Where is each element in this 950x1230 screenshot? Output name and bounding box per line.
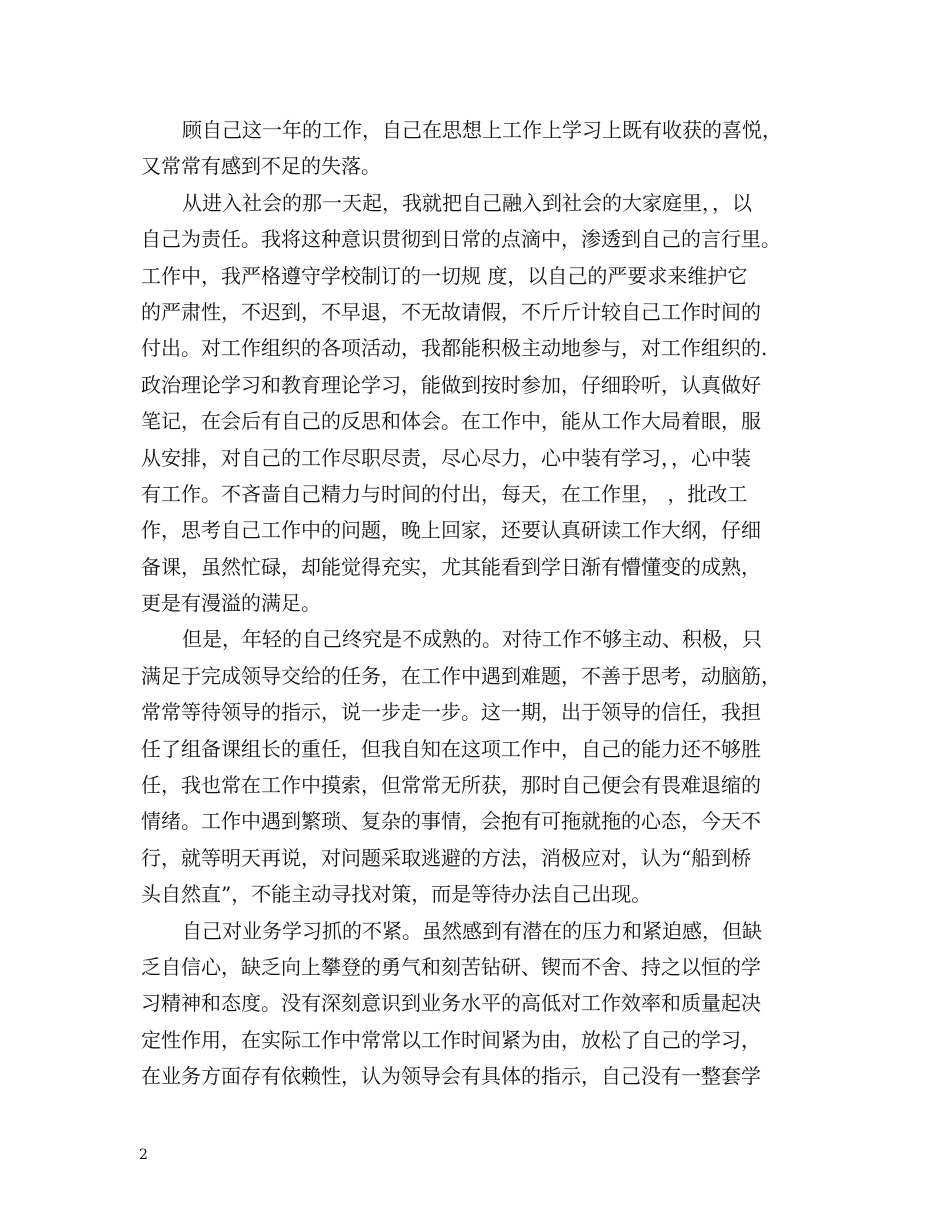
text-line: 备课，虽然忙碌，却能觉得充实，尤其能看到学日渐有懵懂变的成熟， [141,554,761,579]
text-line: 但是，年轻的自己终究是不成熟的。对待工作不够主动、积极，只 [182,627,762,652]
text-line: 自己对业务学习抓的不紧。虽然感到有潜在的压力和紧迫感，但缺 [182,918,762,943]
text-line: 顾自己这一年的工作，自己在思想上工作上学习上既有收获的喜悦， [182,118,782,142]
text-line: 习精神和态度。没有深刻意识到业务水平的高低对工作效率和质量起决 [141,991,761,1016]
text-line: 乏自信心，缺乏向上攀登的勇气和刻苦钻研、锲而不舍、持之以恒的学 [141,954,761,979]
text-line: 情绪。工作中遇到繁琐、复杂的事情，会抱有可拖就拖的心态，今天不 [141,809,761,834]
document-body [141,112,833,1095]
text-line: 政治理论学习和教育理论学习，能做到按时参加，仔细聆听，认真做好 [141,372,761,397]
text-line: 满足于完成领导交给的任务，在工作中遇到难题，不善于思考，动脑筋， [141,663,781,688]
text-line: 笔记，在会后有自己的反思和体会。在工作中，能从工作大局着眼，服 [141,409,761,434]
text-line: 自己为责任。我将这种意识贯彻到日常的点滴中，渗透到自己的言行里。 [141,227,781,252]
text-line: 又常常有感到不足的失落。 [141,154,381,179]
text-line: 行，就等明天再说，对问题采取逃避的方法，消极应对，认为“船到桥 [141,845,752,870]
text-line: 常常等待领导的指示，说一步走一步。这一期，出于领导的信任，我担 [141,700,761,725]
text-line: 从安排，对自己的工作尽职尽责，尽心尽力，心中装有学习，，心中装 [141,445,751,470]
page-number: 2 [139,1147,148,1163]
text-line: 头自然直”，不能主动寻找对策，而是等待办法自己出现。 [141,882,652,907]
text-line: 有工作。不吝啬自己精力与时间的付出，每天，在工作里， ，批改工 [141,481,748,506]
text-line: 从进入社会的那一天起，我就把自己融入到社会的大家庭里，，以 [182,190,752,215]
text-line: 在业务方面存有依赖性，认为领导会有具体的指示，自己没有一整套学 [141,1064,761,1089]
text-line: 付出。对工作组织的各项活动，我都能积极主动地参与，对工作组织的. [141,336,768,361]
text-line: 更是有漫溢的满足。 [141,591,321,616]
text-line: 定性作用，在实际工作中常常以工作时间紧为由，放松了自己的学习， [141,1027,761,1052]
text-line: 工作中，我严格遵守学校制订的一切规 度，以自己的严要求来维护它 [141,263,748,288]
text-line: 作，思考自己工作中的问题，晚上回家，还要认真研读工作大纲，仔细 [141,518,761,543]
text-line: 任了组备课组长的重任，但我自知在这项工作中，自己的能力还不够胜 [141,736,761,761]
text-line: 的严肃性，不迟到，不早退，不无故请假，不斤斤计较自己工作时间的 [141,299,761,324]
text-line: 任，我也常在工作中摸索，但常常无所获，那时自己便会有畏难退缩的 [141,773,761,798]
